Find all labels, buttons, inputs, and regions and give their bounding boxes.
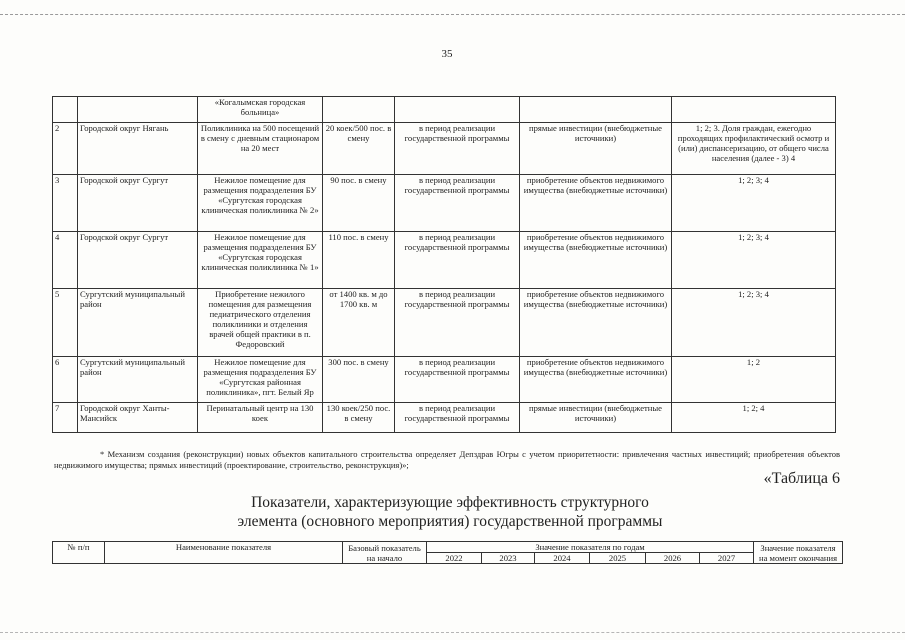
footnote: [54, 449, 840, 471]
scan-edge-bottom: [0, 632, 905, 633]
period-cell: [395, 97, 520, 123]
capacity-cell: 20 коек/500 пос. в смену: [323, 123, 395, 175]
capacity-cell: 90 пос. в смену: [323, 175, 395, 232]
indicators-cell: 1; 2; 3; 4: [672, 232, 836, 289]
territory-cell: Сургутский муниципальный район: [78, 289, 198, 357]
mechanism-cell: приобретение объектов недвижимого имущества (внебюджетные источники): [520, 232, 672, 289]
territory-cell: Городской округ Нягань: [78, 123, 198, 175]
header-year-2023: 2023: [482, 553, 535, 564]
indicators-table: [52, 541, 843, 564]
object-cell: Нежилое помещение для размещения подразделения БУ «Сургутская городская клиническая поликлиника № 2»: [198, 175, 323, 232]
period-cell: в период реализации государственной программы: [395, 175, 520, 232]
heading-line-2: элемента (основного мероприятия) государственной программы: [237, 513, 663, 530]
territory-cell: [78, 97, 198, 123]
mechanism-cell: приобретение объектов недвижимого имущества (внебюджетные источники): [520, 289, 672, 357]
row-num: 3: [53, 175, 78, 232]
header-year-2025: 2025: [590, 553, 646, 564]
row-num: 2: [53, 123, 78, 175]
period-cell: в период реализации государственной программы: [395, 232, 520, 289]
period-cell: в период реализации государственной программы: [395, 403, 520, 433]
investment-objects-table: [52, 96, 836, 433]
section-heading: [150, 493, 750, 531]
table-row: [53, 403, 836, 433]
indicators-cell: [672, 97, 836, 123]
mechanism-cell: [520, 97, 672, 123]
header-num: № п/п: [53, 542, 105, 564]
header-values-by-year: Значение показателя по годам: [427, 542, 754, 553]
table-row: [53, 289, 836, 357]
object-cell: «Когалымская городская больница»: [198, 97, 323, 123]
capacity-cell: 300 пос. в смену: [323, 357, 395, 403]
mechanism-cell: приобретение объектов недвижимого имущества (внебюджетные источники): [520, 175, 672, 232]
territory-cell: Городской округ Сургут: [78, 232, 198, 289]
indicators-cell: 1; 2: [672, 357, 836, 403]
row-num: 5: [53, 289, 78, 357]
footnote-text: * Механизм создания (реконструкции) новых объектов капитального строительства определяет Депздрав Югры с учетом приоритетности: привлечения частных инвестиций; приобретения объектов недвижимого имущества; прямых инвестиций (проектирование, строительство, реконструкция)»;: [54, 449, 840, 470]
mechanism-cell: приобретение объектов недвижимого имущества (внебюджетные источники): [520, 357, 672, 403]
header-indicator-name: Наименование показателя: [105, 542, 343, 564]
mechanism-cell: прямые инвестиции (внебюджетные источники): [520, 403, 672, 433]
period-cell: в период реализации государственной программы: [395, 289, 520, 357]
header-year-2024: 2024: [535, 553, 590, 564]
capacity-cell: 130 коек/250 пос. в смену: [323, 403, 395, 433]
object-cell: Перинатальный центр на 130 коек: [198, 403, 323, 433]
territory-cell: Городской округ Сургут: [78, 175, 198, 232]
mechanism-cell: прямые инвестиции (внебюджетные источники): [520, 123, 672, 175]
heading-line-1: Показатели, характеризующие эффективность структурного: [251, 494, 649, 511]
table-row: [53, 232, 836, 289]
header-year-2026: 2026: [646, 553, 700, 564]
table-row: [53, 175, 836, 232]
indicators-cell: 1; 2; 3; 4: [672, 175, 836, 232]
row-num: [53, 97, 78, 123]
row-num: 6: [53, 357, 78, 403]
row-num: 4: [53, 232, 78, 289]
object-cell: Нежилое помещение для размещения подразделения БУ «Сургутская районная поликлиника», пгт. Белый Яр: [198, 357, 323, 403]
indicators-cell: 1; 2; 3; 4: [672, 289, 836, 357]
indicators-cell: 1; 2; 4: [672, 403, 836, 433]
header-base-value: Базовый показатель на начало: [343, 542, 427, 564]
table-row: [53, 97, 836, 123]
table-row: [53, 357, 836, 403]
period-cell: в период реализации государственной программы: [395, 123, 520, 175]
scan-edge-top: [0, 14, 905, 15]
object-cell: Поликлиника на 500 посещений в смену с дневным стационаром на 20 мест: [198, 123, 323, 175]
indicators-cell: 1; 2; 3. Доля граждан, ежегодно проходящих профилактический осмотр и (или) диспансеризацию, от общего числа населения (далее - 3) 4: [672, 123, 836, 175]
header-year-2027: 2027: [700, 553, 754, 564]
row-num: 7: [53, 403, 78, 433]
capacity-cell: 110 пос. в смену: [323, 232, 395, 289]
table-6-label: «Таблица 6: [763, 470, 840, 487]
header-year-2022: 2022: [427, 553, 482, 564]
object-cell: Приобретение нежилого помещения для размещения педиатрического отделения поликлиники и отделения врачей общей практики в п. Федоровский: [198, 289, 323, 357]
capacity-cell: [323, 97, 395, 123]
period-cell: в период реализации государственной программы: [395, 357, 520, 403]
capacity-cell: от 1400 кв. м до 1700 кв. м: [323, 289, 395, 357]
object-cell: Нежилое помещение для размещения подразделения БУ «Сургутская городская клиническая поликлиника № 1»: [198, 232, 323, 289]
territory-cell: Городской округ Ханты-Мансийск: [78, 403, 198, 433]
page-number: 35: [441, 48, 453, 60]
table-row: [53, 123, 836, 175]
territory-cell: Сургутский муниципальный район: [78, 357, 198, 403]
header-final-value: Значение показателя на момент окончания: [754, 542, 843, 564]
